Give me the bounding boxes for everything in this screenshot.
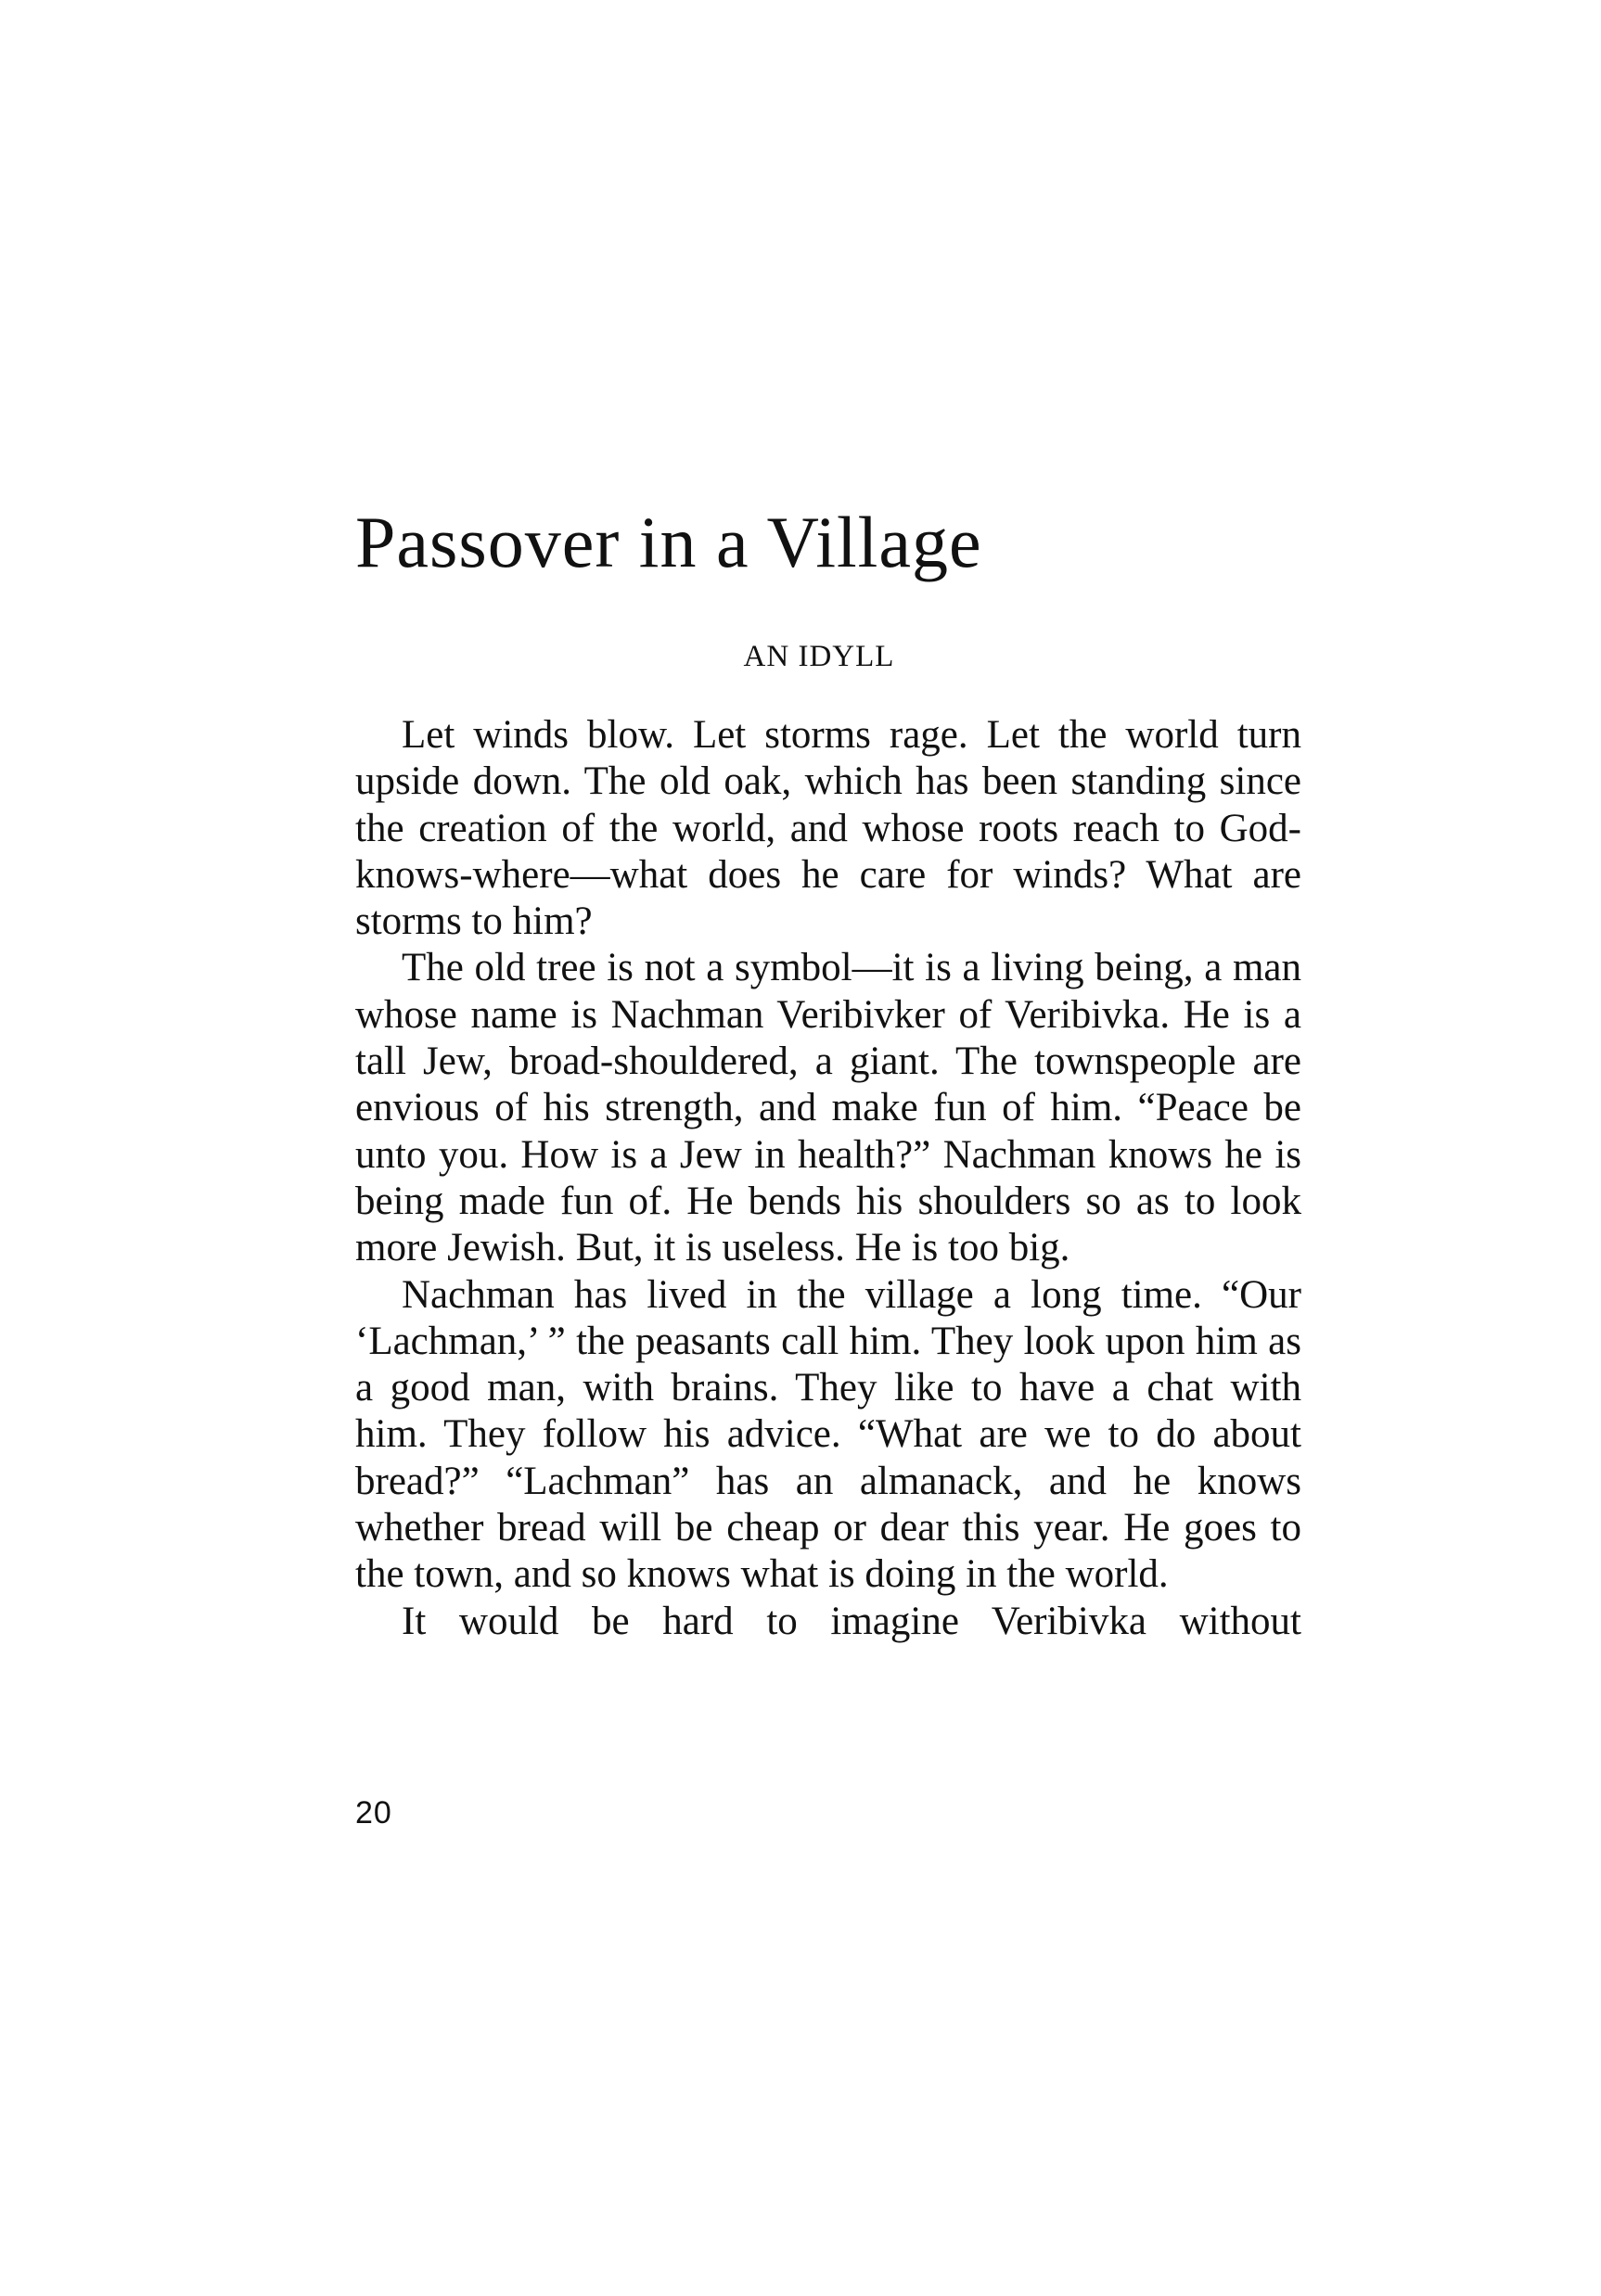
paragraph-1: Let winds blow. Let storms rage. Let the world turn upside down. The old oak, which has been standing since the creation of the world, and whose roots reach to God-knows-where—what does he care for winds? What are storms to him? [355, 713, 1301, 944]
paragraph-2: The old tree is not a symbol—it is a living being, a man whose name is Nachman Veribivker of Veribivka. He is a tall Jew, broad-shouldered, a giant. The townspeople are envious of his strength, and make fun of him. “Peace be unto you. How is a Jew in health?” Nachman knows he is being made fun of. He bends his shoulders so as to look more Jewish. But, it is useless. He is too big. [355, 946, 1301, 1270]
page-title: Passover in a Village [355, 502, 982, 582]
paragraph-3: Nachman has lived in the village a long time. “Our ‘Lachman,’ ” the peasants call him. They look upon him as a good man, with brains. They like to have a chat with him. They follow his advice. “What are we to do about bread?” “Lachman” has an almanack, and he knows whether bread will be cheap or dear this year. He goes to the town, and so knows what is doing in the world. [355, 1272, 1301, 1597]
subtitle: AN IDYLL [743, 640, 895, 673]
paragraph-4: It would be hard to imagine Veribivka without [402, 1599, 1301, 1643]
body-text [355, 712, 1301, 1645]
page-number: 20 [355, 1795, 392, 1830]
